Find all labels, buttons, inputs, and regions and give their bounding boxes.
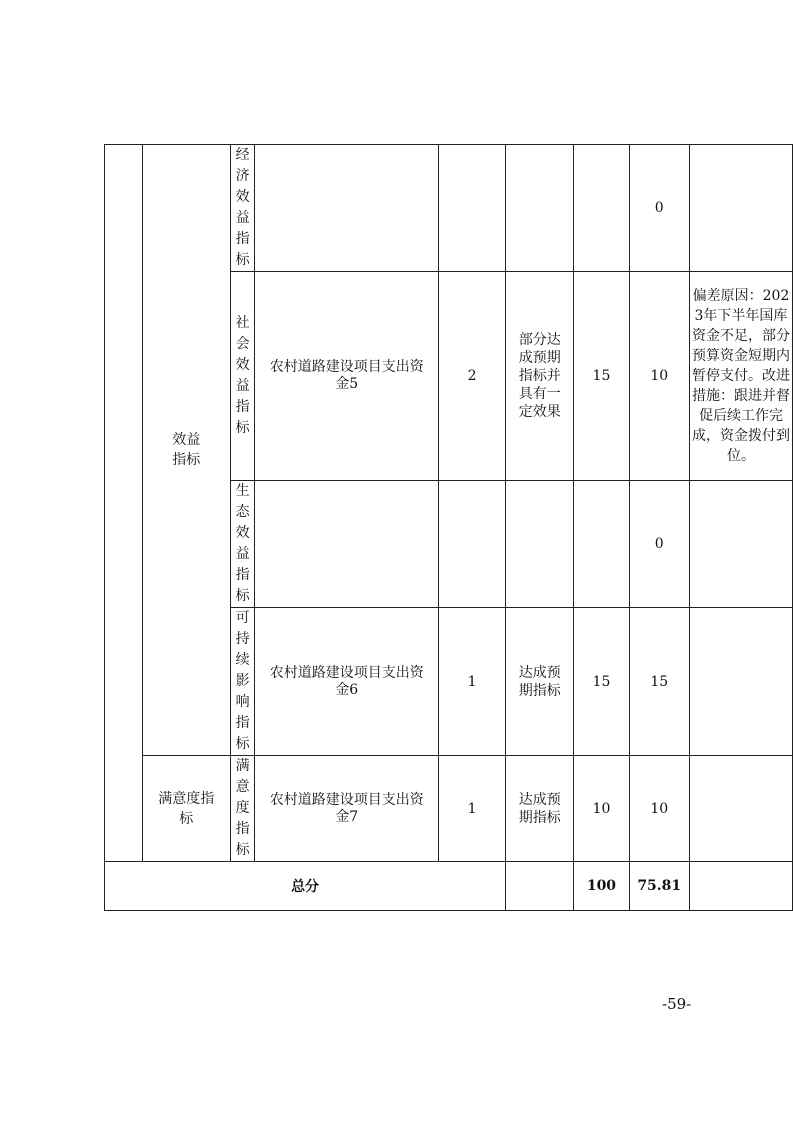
target-score-cell	[574, 145, 629, 272]
weight-cell	[439, 608, 506, 756]
indicator-text: 农村道路建设项目支出资金5	[269, 359, 424, 392]
indicator-cell	[255, 272, 439, 481]
actual-value: 达成预期指标	[518, 791, 561, 826]
target-score-value: 15	[592, 368, 611, 384]
indicator-text: 农村道路建设项目支出资金6	[269, 664, 424, 698]
score-value: 0	[654, 536, 664, 552]
actual-value: 达成预期指标	[518, 664, 561, 699]
total-score: 75.81	[637, 878, 682, 894]
indicator-cell	[255, 145, 439, 272]
score-cell	[629, 608, 689, 756]
weight-value: 1	[467, 800, 477, 817]
sub-category-label: 生态效益指标	[235, 483, 250, 604]
sub-category-label: 可持续影响指标	[235, 610, 250, 752]
sub-category-cell	[230, 756, 255, 862]
total-label-cell	[105, 862, 506, 911]
target-score-cell	[574, 481, 629, 608]
target-score-cell	[574, 608, 629, 756]
total-row	[105, 862, 793, 911]
satisfaction-category-cell	[142, 756, 230, 862]
sub-category-cell	[230, 481, 255, 608]
satisfaction-category-label: 满意度指标	[158, 790, 215, 827]
indicator-cell	[255, 481, 439, 608]
target-score-value: 15	[592, 673, 611, 690]
weight-cell	[439, 756, 506, 862]
first-level-category-cell	[105, 145, 143, 862]
sub-category-label: 经济效益指标	[235, 147, 250, 268]
note-text: 偏差原因：2023年下半年国库资金不足，部分预算资金短期内暂停支付。改进措施：跟进并督促后续工作完成，资金拨付到位。	[691, 288, 790, 464]
indicator-cell	[255, 608, 439, 756]
target-score-cell	[574, 272, 629, 481]
actual-cell	[506, 145, 574, 272]
total-score-cell	[629, 862, 689, 911]
weight-cell	[439, 145, 506, 272]
score-value: 10	[650, 368, 669, 384]
total-actual-cell	[506, 862, 574, 911]
target-score-value: 10	[592, 800, 611, 817]
sub-category-cell	[230, 145, 255, 272]
total-target-score-cell	[574, 862, 629, 911]
note-cell	[689, 272, 792, 481]
note-cell	[689, 756, 792, 862]
total-note-cell	[689, 862, 792, 911]
target-score-cell	[574, 756, 629, 862]
actual-cell	[506, 756, 574, 862]
weight-cell	[439, 481, 506, 608]
page-number: -59-	[662, 995, 692, 1013]
note-cell	[689, 608, 792, 756]
score-value: 10	[650, 800, 669, 817]
actual-cell	[506, 608, 574, 756]
note-cell	[689, 145, 792, 272]
total-target-score: 100	[586, 878, 617, 894]
sub-category-cell	[230, 608, 255, 756]
weight-value: 2	[467, 368, 477, 384]
sub-category-label: 社会效益指标	[235, 315, 250, 436]
indicator-cell	[255, 756, 439, 862]
performance-evaluation-table	[104, 144, 793, 911]
score-cell	[629, 756, 689, 862]
table-row	[105, 145, 793, 272]
actual-cell	[506, 481, 574, 608]
actual-value: 部分达成预期指标并具有一定效果	[518, 332, 561, 420]
score-cell	[629, 272, 689, 481]
sub-category-label: 满意度指标	[235, 758, 250, 858]
effect-category-cell	[142, 145, 230, 756]
score-cell	[629, 481, 689, 608]
weight-cell	[439, 272, 506, 481]
actual-cell	[506, 272, 574, 481]
sub-category-cell	[230, 272, 255, 481]
weight-value: 1	[467, 673, 477, 690]
total-label: 总分	[291, 879, 320, 895]
score-cell	[629, 145, 689, 272]
table-row	[105, 756, 793, 862]
score-value: 0	[654, 200, 664, 216]
indicator-text: 农村道路建设项目支出资金7	[269, 791, 424, 825]
score-value: 15	[650, 673, 669, 690]
effect-category-label: 效益指标	[172, 432, 201, 468]
note-cell	[689, 481, 792, 608]
